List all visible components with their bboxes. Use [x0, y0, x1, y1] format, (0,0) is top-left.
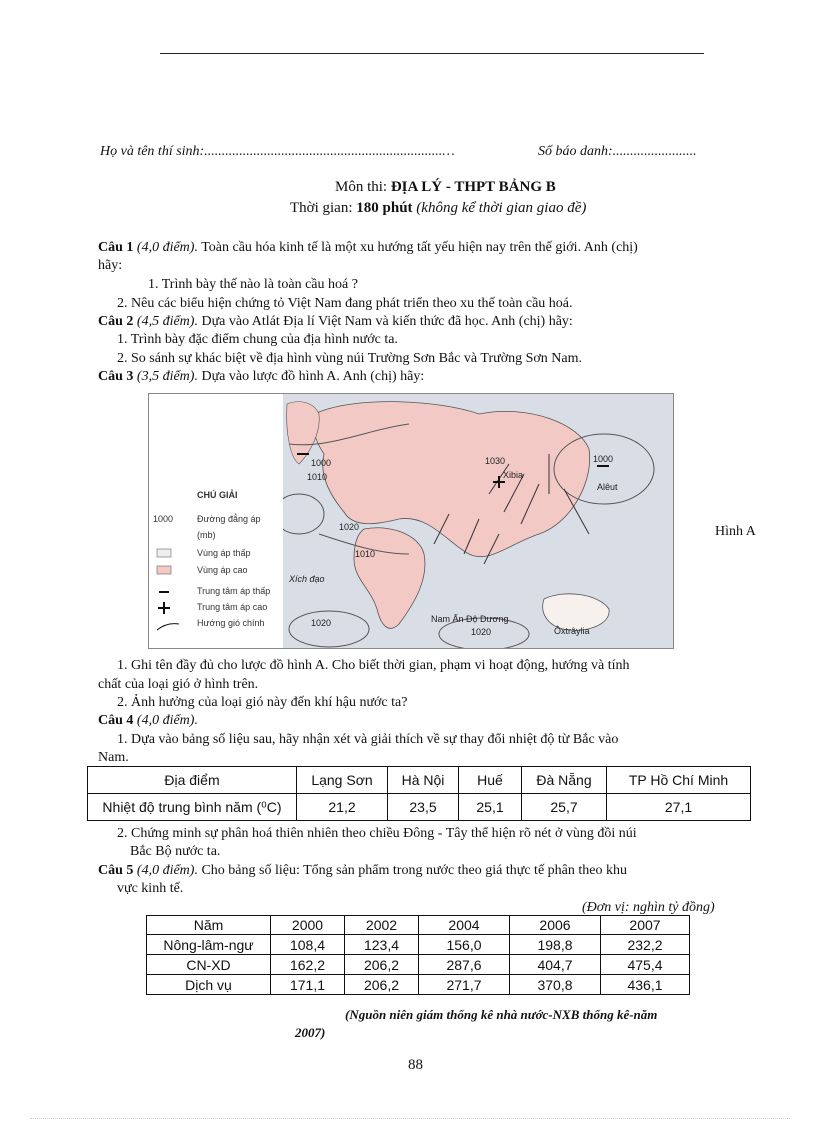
- value-cell: 198,8: [510, 935, 601, 955]
- value-cell: 232,2: [601, 935, 690, 955]
- label-nam-an-do-duong: Nam Ấn Độ Dương: [431, 614, 509, 624]
- q5-intro-cont: vực kinh tế.: [117, 881, 184, 896]
- exam-subject: Môn thi: ĐỊA LÝ - THPT BẢNG B: [335, 179, 556, 195]
- pressure-wind-map: [148, 393, 674, 649]
- value-cell: 206,2: [345, 955, 419, 975]
- q1-intro: Câu 1 (4,0 điểm). Toàn cầu hóa kinh tế là một xu hướng tất yếu hiện nay trên thế giới. Anh (chị): [98, 240, 638, 255]
- q4-item2-cont: Bắc Bộ nước ta.: [130, 844, 221, 859]
- legend-isobar-value: 1000: [153, 514, 174, 524]
- label-xibia: Xibia: [503, 470, 524, 480]
- gdp-row: [147, 935, 690, 955]
- header-cell: Đà Nẵng: [522, 767, 607, 794]
- label-oxtraylia: Ôxtrâylia: [554, 626, 590, 636]
- value-cell: 25,7: [522, 794, 607, 821]
- candidate-number-line: [538, 143, 697, 160]
- q5-unit: (Đơn vị: nghìn tỷ đồng): [582, 900, 715, 915]
- value-cell: 27,1: [607, 794, 751, 821]
- q2-intro: Câu 2 (4,5 điểm). Dựa vào Atlát Địa lí Việt Nam và kiến thức đã học. Anh (chị) hãy:: [98, 314, 573, 329]
- page-number: 88: [408, 1057, 423, 1073]
- header-cell: Hà Nội: [388, 767, 459, 794]
- label-1010-a: 1010: [307, 472, 328, 482]
- student-name-label: Họ và tên thí sinh:: [100, 144, 205, 159]
- value-cell: 287,6: [419, 955, 510, 975]
- q2-item2: 2. So sánh sự khác biệt về địa hình vùng núi Trường Sơn Bắc và Trường Sơn Nam.: [117, 351, 582, 366]
- temperature-header-row: [88, 767, 751, 794]
- gdp-header-row: [147, 916, 690, 935]
- bottom-rule: [30, 1118, 790, 1119]
- header-cell: 2000: [271, 916, 345, 935]
- row-label-cell: Nông-lâm-ngư: [147, 935, 271, 955]
- row-label-cell: Dịch vụ: [147, 975, 271, 995]
- legend-isobar-unit: (mb): [197, 530, 216, 540]
- source-note: (Nguồn niên giám thống kê nhà nước-NXB thống kê-năm: [345, 1007, 658, 1022]
- label-xich-dao: Xích đạo: [289, 574, 325, 584]
- legend-low-zone: Vùng áp thấp: [197, 548, 251, 558]
- value-cell: 123,4: [345, 935, 419, 955]
- value-cell: 25,1: [459, 794, 522, 821]
- temperature-value-row: [88, 794, 751, 821]
- value-cell: 475,4: [601, 955, 690, 975]
- candidate-number-dots: ........................: [612, 144, 697, 159]
- value-cell: 156,0: [419, 935, 510, 955]
- header-cell: Huế: [459, 767, 522, 794]
- header-cell: TP Hồ Chí Minh: [607, 767, 751, 794]
- q2-item1: 1. Trình bày đặc điểm chung của địa hình nước ta.: [117, 332, 398, 347]
- header-cell: 2006: [510, 916, 601, 935]
- label-aleut: Alêut: [597, 482, 618, 492]
- label-1010-b: 1010: [355, 549, 376, 559]
- label-1020-c: 1020: [471, 627, 492, 637]
- value-cell: 206,2: [345, 975, 419, 995]
- legend-high-center: Trung tâm áp cao: [197, 602, 268, 612]
- q4-intro: Câu 4 (4,0 điểm).: [98, 713, 198, 728]
- header-cell: 2007: [601, 916, 690, 935]
- label-1030: 1030: [485, 456, 506, 466]
- figure-label: Hình A: [715, 524, 756, 539]
- row-label-cell: Nhiệt độ trung bình năm (⁰C): [88, 794, 297, 821]
- label-1000-b: 1000: [593, 454, 614, 464]
- q3-intro: Câu 3 (3,5 điểm). Dựa vào lược đồ hình A. Anh (chị) hãy:: [98, 369, 425, 384]
- value-cell: 436,1: [601, 975, 690, 995]
- legend-title: CHÚ GIẢI: [197, 490, 238, 500]
- value-cell: 23,5: [388, 794, 459, 821]
- value-cell: 21,2: [297, 794, 388, 821]
- q4-item1-cont: Nam.: [98, 750, 129, 765]
- temperature-table: [87, 766, 751, 821]
- q1-item1: 1. Trình bày thế nào là toàn cầu hoá ?: [148, 277, 358, 292]
- value-cell: 271,7: [419, 975, 510, 995]
- header-cell: 2002: [345, 916, 419, 935]
- value-cell: 162,2: [271, 955, 345, 975]
- legend-isobar: Đường đẳng áp: [197, 514, 261, 524]
- high-zone-swatch: [157, 566, 171, 574]
- header-cell: Lạng Sơn: [297, 767, 388, 794]
- label-1000-a: 1000: [311, 458, 332, 468]
- legend-high-zone: Vùng áp cao: [197, 565, 248, 575]
- q1-item2: 2. Nêu các biểu hiện chứng tỏ Việt Nam đang phát triển theo xu thế toàn cầu hoá.: [117, 296, 573, 311]
- student-name-line: [100, 143, 455, 160]
- label-1020-a: 1020: [339, 522, 360, 532]
- value-cell: 171,1: [271, 975, 345, 995]
- q5-intro: Câu 5 (4,0 điểm). Cho bảng số liệu: Tổng sản phẩm trong nước theo giá thực tế phân theo khu: [98, 863, 627, 878]
- exam-time: Thời gian: 180 phút (không kể thời gian giao đề): [290, 200, 587, 216]
- q3-item2: 2. Ảnh hưởng của loại gió này đến khí hậu nước ta?: [117, 695, 408, 710]
- q1-intro-cont: hãy:: [98, 258, 123, 273]
- candidate-number-label: Số báo danh:: [538, 144, 613, 159]
- header-cell: 2004: [419, 916, 510, 935]
- student-name-dots: ....................................................................…: [204, 144, 455, 159]
- q3-item1: 1. Ghi tên đầy đủ cho lược đồ hình A. Cho biết thời gian, phạm vi hoạt động, hướng và tính: [117, 658, 630, 673]
- top-rule: [160, 53, 704, 54]
- legend-wind: Hướng gió chính: [197, 618, 265, 628]
- q3-item1-cont: chất của loại gió ở hình trên.: [98, 677, 259, 692]
- legend-low-center: Trung tâm áp thấp: [197, 586, 271, 596]
- q4-item1: 1. Dựa vào bảng số liệu sau, hãy nhận xét và giải thích về sự thay đổi nhiệt độ từ Bắc vào: [117, 732, 619, 747]
- source-note-cont: 2007): [295, 1025, 326, 1040]
- value-cell: 370,8: [510, 975, 601, 995]
- gdp-row: [147, 955, 690, 975]
- header-cell: Năm: [147, 916, 271, 935]
- value-cell: 404,7: [510, 955, 601, 975]
- header-cell: Địa điểm: [88, 767, 297, 794]
- value-cell: 108,4: [271, 935, 345, 955]
- low-zone-swatch: [157, 549, 171, 557]
- gdp-table: [146, 915, 690, 995]
- q4-item2: 2. Chứng minh sự phân hoá thiên nhiên theo chiều Đông - Tây thể hiện rõ nét ở vùng đồi núi: [117, 826, 637, 841]
- row-label-cell: CN-XD: [147, 955, 271, 975]
- label-1020-b: 1020: [311, 618, 332, 628]
- gdp-row: [147, 975, 690, 995]
